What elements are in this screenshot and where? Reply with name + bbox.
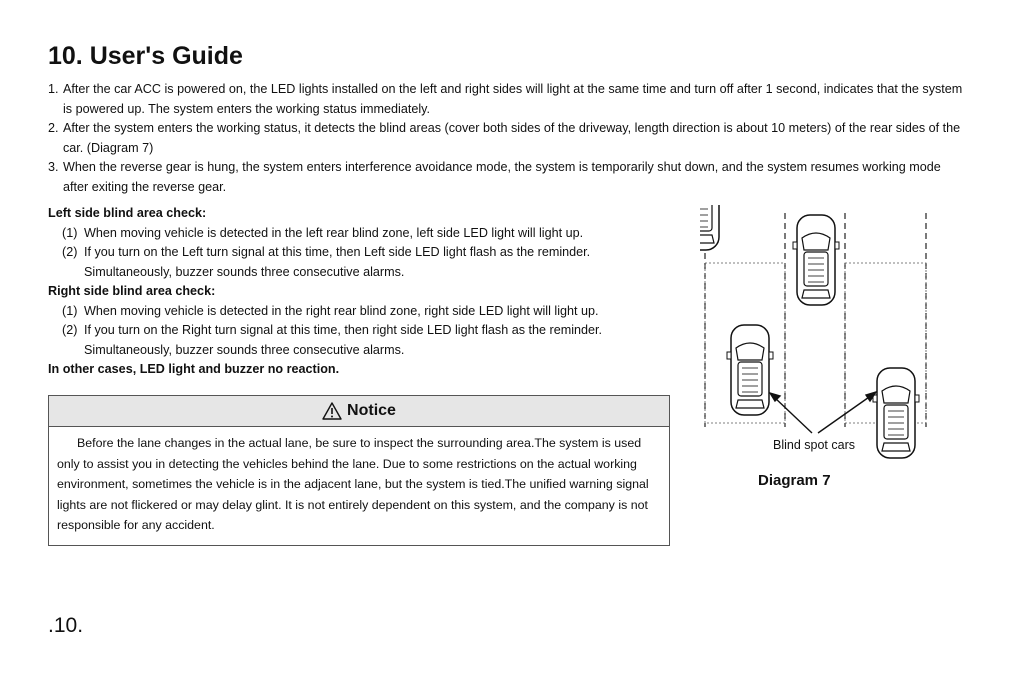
step-1	[48, 80, 968, 119]
blind-spot-label: Blind spot cars	[773, 438, 855, 452]
right-check-item-1	[48, 302, 688, 322]
step-2	[48, 119, 968, 158]
car-icon	[700, 205, 723, 250]
notice-body: Before the lane changes in the actual lane, be sure to inspect the surrounding area.The system is used only to assist you in detecting the vehicles behind the lane. Due to some restrictions on the actual working environment, sometimes the vehicle is in the adjacent lane, but the system is tied.The unified warning signal lights are not flickered or may delay glint. It is not entirely dependent on this system, and the company is not responsible for any accident.	[57, 436, 649, 532]
right-check-heading: Right side blind area check:	[48, 284, 216, 298]
item-number: (2)	[62, 323, 78, 337]
right-blind-spot-car	[873, 368, 919, 458]
step-text: When the reverse gear is hung, the system enters interference avoidance mode, the system is temporarily shut down, and the system resumes working mode after exiting the reverse gear.	[63, 160, 941, 194]
left-blind-spot-car	[727, 325, 773, 415]
blind-area-checks	[48, 204, 688, 380]
steps-list	[48, 80, 968, 197]
item-text: When moving vehicle is detected in the right rear blind zone, right side LED light will light up.	[84, 303, 599, 318]
notice-box	[48, 395, 670, 546]
blind-spot-diagram	[700, 205, 940, 495]
left-check-item-2	[48, 243, 688, 263]
step-number: 3.	[48, 160, 59, 174]
left-check-item-2-continued: Simultaneously, buzzer sounds three consecutive alarms.	[84, 264, 405, 279]
item-text: When moving vehicle is detected in the left rear blind zone, left side LED light will light up.	[84, 225, 584, 240]
step-text: After the car ACC is powered on, the LED lights installed on the left and right sides will light at the same time and turn off after 1 second, indicates that the system is powered up. The system enters the working status immediately.	[63, 82, 963, 116]
other-cases-note: In other cases, LED light and buzzer no reaction.	[48, 362, 340, 376]
item-number: (1)	[62, 303, 78, 318]
pointer-arrow-left	[774, 397, 812, 433]
own-car	[793, 215, 839, 305]
left-check-heading: Left side blind area check:	[48, 206, 207, 220]
left-check-item-1	[48, 224, 688, 244]
item-number: (1)	[62, 225, 78, 240]
item-text: If you turn on the Right turn signal at this time, then right side LED light flash as the reminder.	[84, 323, 603, 337]
item-text: If you turn on the Left turn signal at this time, then Left side LED light flash as the reminder.	[84, 245, 591, 259]
step-number: 1.	[48, 82, 59, 96]
page-title: 10. User's Guide	[48, 42, 243, 70]
step-3	[48, 158, 968, 197]
page-number: .10.	[48, 614, 84, 637]
notice-header	[49, 396, 669, 427]
step-number: 2.	[48, 121, 59, 135]
item-number: (2)	[62, 245, 78, 259]
notice-title: Notice	[347, 402, 396, 419]
warning-icon	[322, 402, 342, 420]
right-check-item-2-continued: Simultaneously, buzzer sounds three consecutive alarms.	[84, 342, 405, 357]
step-text: After the system enters the working status, it detects the blind areas (cover both sides of the driveway, length direction is about 10 meters) of the rear sides of the car. (Diagram 7)	[63, 121, 961, 155]
right-check-item-2	[48, 321, 688, 341]
diagram-caption: Diagram 7	[758, 472, 831, 489]
